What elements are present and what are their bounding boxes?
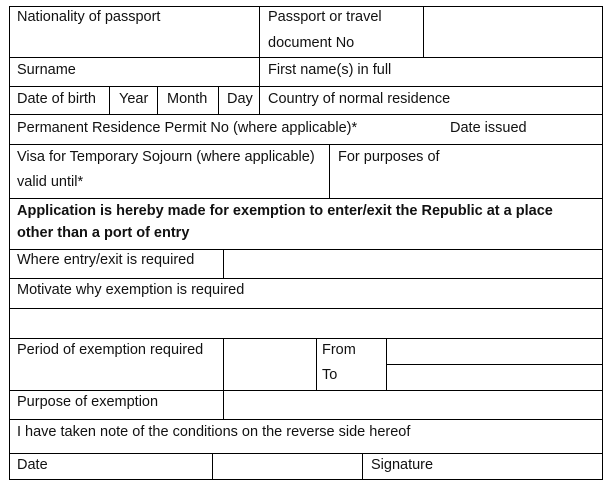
divider-purpose	[9, 419, 603, 420]
passport-label-line1: Passport or travel	[268, 9, 382, 25]
purpose-label: Purpose of exemption	[17, 394, 159, 410]
month-label: Month	[167, 91, 208, 107]
divider-motivate	[9, 308, 603, 309]
divider-period	[9, 390, 603, 391]
border-left	[9, 6, 10, 480]
year-label: Year	[119, 91, 149, 107]
row3-divider-day	[259, 86, 260, 114]
footer-divider-b	[362, 453, 363, 480]
divider-entry	[9, 278, 603, 279]
period-divider-a	[223, 338, 224, 390]
first-names-label: First name(s) in full	[268, 62, 392, 78]
divider-conditions	[9, 453, 603, 454]
date-issued-label: Date issued	[450, 120, 527, 136]
passport-label-line2: document No	[268, 35, 355, 51]
period-label: Period of exemption required	[17, 342, 204, 358]
where-entry-label: Where entry/exit is required	[17, 252, 195, 268]
border-top	[9, 6, 603, 7]
border-bottom	[9, 479, 603, 480]
divider-from-to	[386, 364, 603, 365]
divider-motivate-blank	[9, 338, 603, 339]
divider-row3	[9, 114, 603, 115]
permit-label: Permanent Residence Permit No (where applicable)*	[17, 120, 358, 136]
to-label: To	[322, 367, 338, 383]
divider-row4	[9, 144, 603, 145]
dob-label: Date of birth	[17, 91, 96, 107]
row3-divider-year	[157, 86, 158, 114]
signature-label: Signature	[371, 457, 434, 473]
date-label: Date	[17, 457, 48, 473]
row5-divider	[329, 144, 330, 198]
row3-divider-dob	[109, 86, 110, 114]
entry-divider	[223, 249, 224, 278]
divider-row5	[9, 198, 603, 199]
exemption-application-form	[9, 6, 603, 480]
application-statement-line2: other than a port of entry	[17, 225, 190, 241]
visa-label-line2: valid until*	[17, 174, 84, 190]
period-divider-b	[316, 338, 317, 390]
row1-divider-a	[259, 6, 260, 57]
day-label: Day	[227, 91, 253, 107]
row1-divider-b	[423, 6, 424, 57]
row3-divider-month	[218, 86, 219, 114]
divider-application	[9, 249, 603, 250]
border-right	[602, 6, 603, 480]
visa-label-line1: Visa for Temporary Sojourn (where applicable)	[17, 149, 315, 165]
nationality-label: Nationality of passport	[17, 9, 161, 25]
divider-row2	[9, 86, 603, 87]
period-divider-c	[386, 338, 387, 390]
divider-row1	[9, 57, 603, 58]
row2-divider	[259, 57, 260, 86]
application-statement-line1: Application is hereby made for exemption to enter/exit the Republic at a place	[17, 203, 553, 219]
purpose-divider	[223, 390, 224, 419]
country-label: Country of normal residence	[268, 91, 451, 107]
conditions-statement: I have taken note of the conditions on the reverse side hereof	[17, 424, 411, 440]
purposes-label: For purposes of	[338, 149, 440, 165]
motivate-label: Motivate why exemption is required	[17, 282, 245, 298]
footer-divider-a	[212, 453, 213, 480]
surname-label: Surname	[17, 62, 76, 78]
from-label: From	[322, 342, 356, 358]
